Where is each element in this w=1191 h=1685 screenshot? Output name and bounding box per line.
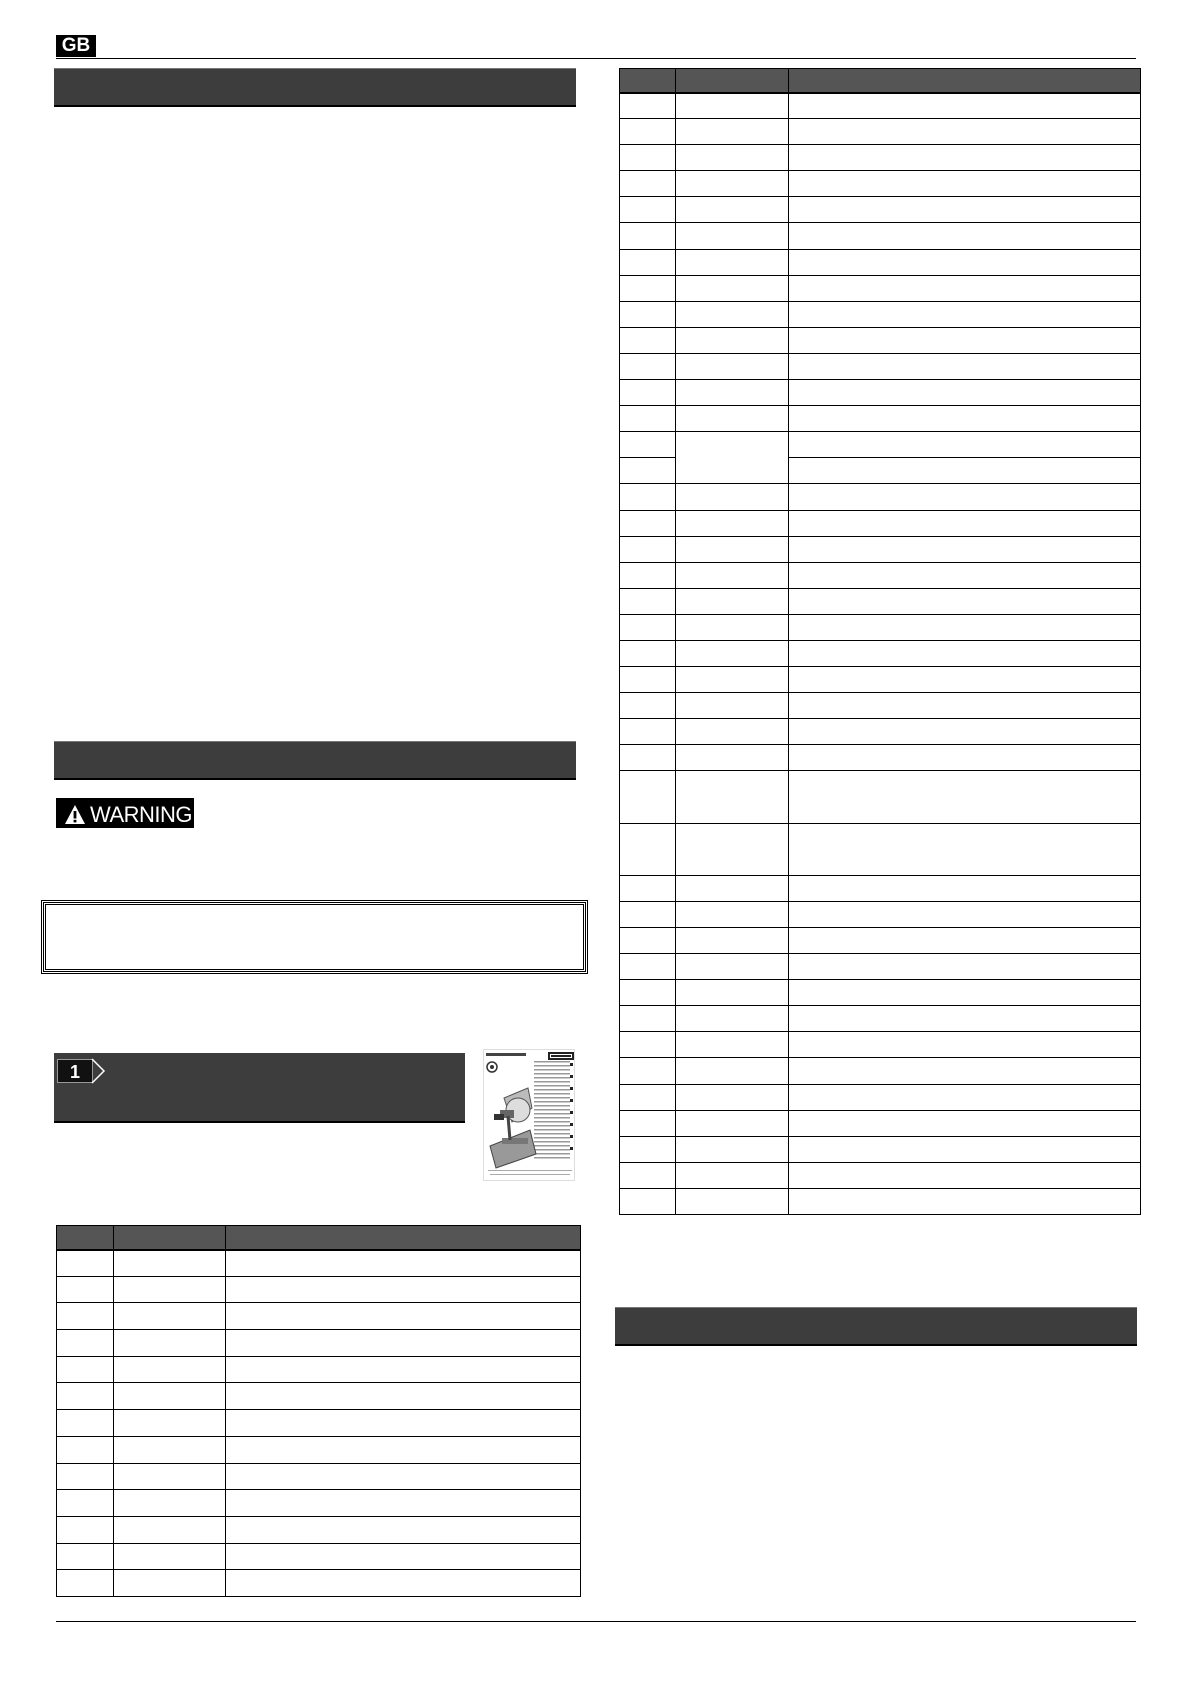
cell-quantity <box>676 901 789 927</box>
cell-quantity <box>114 1303 226 1330</box>
cell-description <box>226 1410 581 1437</box>
cell-description <box>789 223 1141 249</box>
cell-number <box>620 223 676 249</box>
cell-description <box>789 432 1141 458</box>
cell-quantity <box>676 875 789 901</box>
table-row <box>57 1543 581 1570</box>
cell-quantity <box>676 119 789 145</box>
cell-quantity <box>676 1058 789 1084</box>
table-row <box>620 406 1141 432</box>
cell-quantity <box>114 1570 226 1597</box>
cell-number <box>620 510 676 536</box>
cell-description <box>789 823 1141 875</box>
warning-text: WARNING <box>90 802 193 827</box>
cell-number <box>620 1032 676 1058</box>
cell-description <box>789 875 1141 901</box>
table-row <box>620 693 1141 719</box>
cell-number <box>620 1162 676 1188</box>
cell-description <box>789 640 1141 666</box>
cell-quantity <box>676 1136 789 1162</box>
cell-number <box>57 1463 114 1490</box>
table-row <box>620 771 1141 823</box>
cell-number <box>620 614 676 640</box>
table-row <box>57 1516 581 1543</box>
cell-number <box>620 928 676 954</box>
cell-quantity <box>114 1330 226 1357</box>
cell-quantity <box>676 640 789 666</box>
cell-description <box>226 1436 581 1463</box>
cell-quantity <box>114 1516 226 1543</box>
cell-description <box>789 327 1141 353</box>
cell-number <box>57 1383 114 1410</box>
cell-description <box>789 119 1141 145</box>
warning-triangle-icon <box>64 804 86 825</box>
cell-description <box>226 1516 581 1543</box>
cell-number <box>620 119 676 145</box>
table-row <box>620 954 1141 980</box>
cell-quantity <box>676 93 789 119</box>
table-row <box>620 1006 1141 1032</box>
cell-description <box>226 1276 581 1303</box>
table-row <box>620 1110 1141 1136</box>
cell-description <box>789 510 1141 536</box>
table-row <box>620 145 1141 171</box>
section-heading-bar-1 <box>54 68 576 107</box>
table-row <box>620 484 1141 510</box>
cell-description <box>789 249 1141 275</box>
cell-description <box>226 1490 581 1517</box>
cell-description <box>789 928 1141 954</box>
cell-description <box>789 93 1141 119</box>
cell-description <box>789 667 1141 693</box>
table-row <box>620 1032 1141 1058</box>
cell-quantity <box>676 510 789 536</box>
cell-description <box>226 1250 581 1277</box>
cell-quantity <box>676 1162 789 1188</box>
cell-description <box>789 954 1141 980</box>
cell-quantity <box>114 1356 226 1383</box>
table-row <box>620 380 1141 406</box>
table-row <box>620 275 1141 301</box>
header-cell-number <box>620 69 676 93</box>
cell-number <box>620 171 676 197</box>
cell-quantity <box>114 1383 226 1410</box>
cell-quantity <box>676 745 789 771</box>
cell-number <box>620 93 676 119</box>
cell-number <box>620 484 676 510</box>
cell-description <box>789 484 1141 510</box>
miter-saw-illustration <box>484 1050 575 1181</box>
cell-description <box>789 771 1141 823</box>
table-row <box>57 1490 581 1517</box>
cell-description <box>789 1058 1141 1084</box>
cell-quantity <box>676 823 789 875</box>
table-row <box>620 197 1141 223</box>
table-row <box>57 1570 581 1597</box>
cell-number <box>57 1250 114 1277</box>
cell-number <box>57 1516 114 1543</box>
cell-description <box>789 406 1141 432</box>
cell-number <box>620 745 676 771</box>
cell-description <box>789 380 1141 406</box>
cell-number <box>57 1490 114 1517</box>
table-row <box>620 432 1141 458</box>
cell-description <box>789 353 1141 379</box>
cell-quantity <box>676 406 789 432</box>
cell-number <box>620 823 676 875</box>
cell-description <box>789 693 1141 719</box>
table-row <box>620 353 1141 379</box>
table-row <box>57 1383 581 1410</box>
cell-quantity <box>676 171 789 197</box>
cell-description <box>789 1136 1141 1162</box>
cell-description <box>789 197 1141 223</box>
cell-quantity <box>676 223 789 249</box>
cell-number <box>57 1303 114 1330</box>
cell-quantity <box>676 980 789 1006</box>
table-row <box>57 1463 581 1490</box>
table-row <box>620 1058 1141 1084</box>
cell-quantity <box>676 614 789 640</box>
table-row <box>620 119 1141 145</box>
cell-description <box>226 1463 581 1490</box>
table-row <box>620 980 1141 1006</box>
cell-number <box>620 327 676 353</box>
cell-number <box>57 1543 114 1570</box>
cell-quantity <box>676 928 789 954</box>
cell-number <box>620 275 676 301</box>
cell-number <box>620 667 676 693</box>
cell-quantity <box>114 1250 226 1277</box>
cell-number <box>620 432 676 458</box>
cell-description <box>789 275 1141 301</box>
cell-number <box>620 1006 676 1032</box>
header-rule <box>56 58 1136 59</box>
cell-description <box>789 1110 1141 1136</box>
table-row <box>57 1276 581 1303</box>
footer-rule <box>56 1621 1136 1622</box>
cell-description <box>789 171 1141 197</box>
cell-quantity <box>114 1543 226 1570</box>
cell-description <box>789 980 1141 1006</box>
cell-number <box>620 406 676 432</box>
cell-quantity <box>676 693 789 719</box>
cell-number <box>57 1330 114 1357</box>
cell-quantity <box>676 719 789 745</box>
cell-number <box>620 1110 676 1136</box>
cell-number <box>57 1570 114 1597</box>
cell-description <box>226 1543 581 1570</box>
cell-quantity <box>676 667 789 693</box>
cell-quantity <box>676 1110 789 1136</box>
cell-quantity <box>676 536 789 562</box>
cell-number <box>57 1276 114 1303</box>
table-row <box>620 1084 1141 1110</box>
cell-number <box>620 1188 676 1214</box>
table-row <box>620 823 1141 875</box>
section-heading-bar-3 <box>615 1307 1137 1346</box>
cell-quantity <box>676 1188 789 1214</box>
cell-number <box>620 719 676 745</box>
table-row <box>57 1250 581 1277</box>
table-row <box>620 875 1141 901</box>
table-header-row <box>620 69 1141 93</box>
cell-description <box>789 745 1141 771</box>
cell-description <box>226 1330 581 1357</box>
table-row <box>620 1136 1141 1162</box>
section-heading-bar-2 <box>54 741 576 780</box>
cell-number <box>620 536 676 562</box>
table-row <box>620 171 1141 197</box>
cell-description <box>789 458 1141 484</box>
cell-description <box>789 1032 1141 1058</box>
table-row <box>620 1188 1141 1214</box>
cell-description <box>789 614 1141 640</box>
cell-description <box>789 719 1141 745</box>
cell-quantity <box>676 432 789 484</box>
cell-quantity <box>676 1032 789 1058</box>
cell-number <box>57 1356 114 1383</box>
cell-number <box>57 1436 114 1463</box>
cell-description <box>226 1570 581 1597</box>
cell-quantity <box>676 1084 789 1110</box>
cell-quantity <box>676 275 789 301</box>
cell-number <box>620 640 676 666</box>
table-row <box>620 901 1141 927</box>
cell-number <box>620 562 676 588</box>
cell-quantity <box>114 1490 226 1517</box>
table-row <box>620 640 1141 666</box>
cell-number <box>57 1410 114 1437</box>
cell-quantity <box>676 484 789 510</box>
cell-number <box>620 1084 676 1110</box>
parts-table-right <box>619 68 1141 1215</box>
cell-number <box>620 301 676 327</box>
notice-box <box>43 902 586 972</box>
cell-number <box>620 197 676 223</box>
cell-description <box>226 1356 581 1383</box>
table-row <box>620 614 1141 640</box>
table-row <box>620 928 1141 954</box>
cell-quantity <box>676 327 789 353</box>
header-cell-description <box>226 1226 581 1250</box>
table-row <box>57 1436 581 1463</box>
cell-description <box>789 1006 1141 1032</box>
cell-description <box>789 1162 1141 1188</box>
cell-quantity <box>676 771 789 823</box>
table-row <box>620 719 1141 745</box>
cell-number <box>620 693 676 719</box>
table-row <box>620 249 1141 275</box>
cell-quantity <box>114 1463 226 1490</box>
cell-number <box>620 901 676 927</box>
cell-description <box>789 301 1141 327</box>
cell-number <box>620 771 676 823</box>
cell-quantity <box>676 562 789 588</box>
table-row <box>620 327 1141 353</box>
warning-label <box>56 798 194 828</box>
figure-reference-bar <box>54 1053 465 1123</box>
cell-number <box>620 249 676 275</box>
table-row <box>620 588 1141 614</box>
cell-quantity <box>676 197 789 223</box>
cell-description <box>789 145 1141 171</box>
table-row <box>620 301 1141 327</box>
cell-number <box>620 458 676 484</box>
cell-description <box>789 1188 1141 1214</box>
table-row <box>620 667 1141 693</box>
cell-quantity <box>114 1436 226 1463</box>
cell-number <box>620 588 676 614</box>
cell-number <box>620 1058 676 1084</box>
cell-quantity <box>676 145 789 171</box>
cell-quantity <box>114 1276 226 1303</box>
header-cell-number <box>57 1226 114 1250</box>
cell-quantity <box>676 954 789 980</box>
cell-quantity <box>676 249 789 275</box>
table-header-row <box>57 1226 581 1250</box>
cell-description <box>789 562 1141 588</box>
table-row <box>620 745 1141 771</box>
cell-description <box>226 1303 581 1330</box>
cell-description <box>226 1383 581 1410</box>
cell-quantity <box>676 353 789 379</box>
cell-number <box>620 980 676 1006</box>
table-row <box>620 93 1141 119</box>
cell-quantity <box>676 1006 789 1032</box>
cell-number <box>620 380 676 406</box>
manual-cover-thumbnail <box>483 1049 575 1181</box>
table-row <box>620 1162 1141 1188</box>
parts-table-left <box>56 1225 581 1597</box>
table-row <box>57 1303 581 1330</box>
header-cell-description <box>789 69 1141 93</box>
cell-description <box>789 1084 1141 1110</box>
table-row <box>57 1330 581 1357</box>
table-row <box>57 1410 581 1437</box>
cell-quantity <box>676 301 789 327</box>
table-row <box>620 536 1141 562</box>
table-row <box>620 510 1141 536</box>
table-row <box>57 1356 581 1383</box>
cell-number <box>620 353 676 379</box>
cell-quantity <box>676 380 789 406</box>
cell-description <box>789 901 1141 927</box>
cell-description <box>789 536 1141 562</box>
language-badge: GB <box>56 35 96 57</box>
cell-number <box>620 1136 676 1162</box>
header-cell-quantity <box>114 1226 226 1250</box>
cell-number <box>620 145 676 171</box>
cell-number <box>620 954 676 980</box>
chevron-right-icon <box>90 1058 106 1084</box>
table-row <box>620 223 1141 249</box>
cell-quantity <box>676 588 789 614</box>
figure-number: 1 <box>57 1059 93 1083</box>
cell-description <box>789 588 1141 614</box>
header-cell-quantity <box>676 69 789 93</box>
cell-quantity <box>114 1410 226 1437</box>
table-row <box>620 562 1141 588</box>
cell-number <box>620 875 676 901</box>
